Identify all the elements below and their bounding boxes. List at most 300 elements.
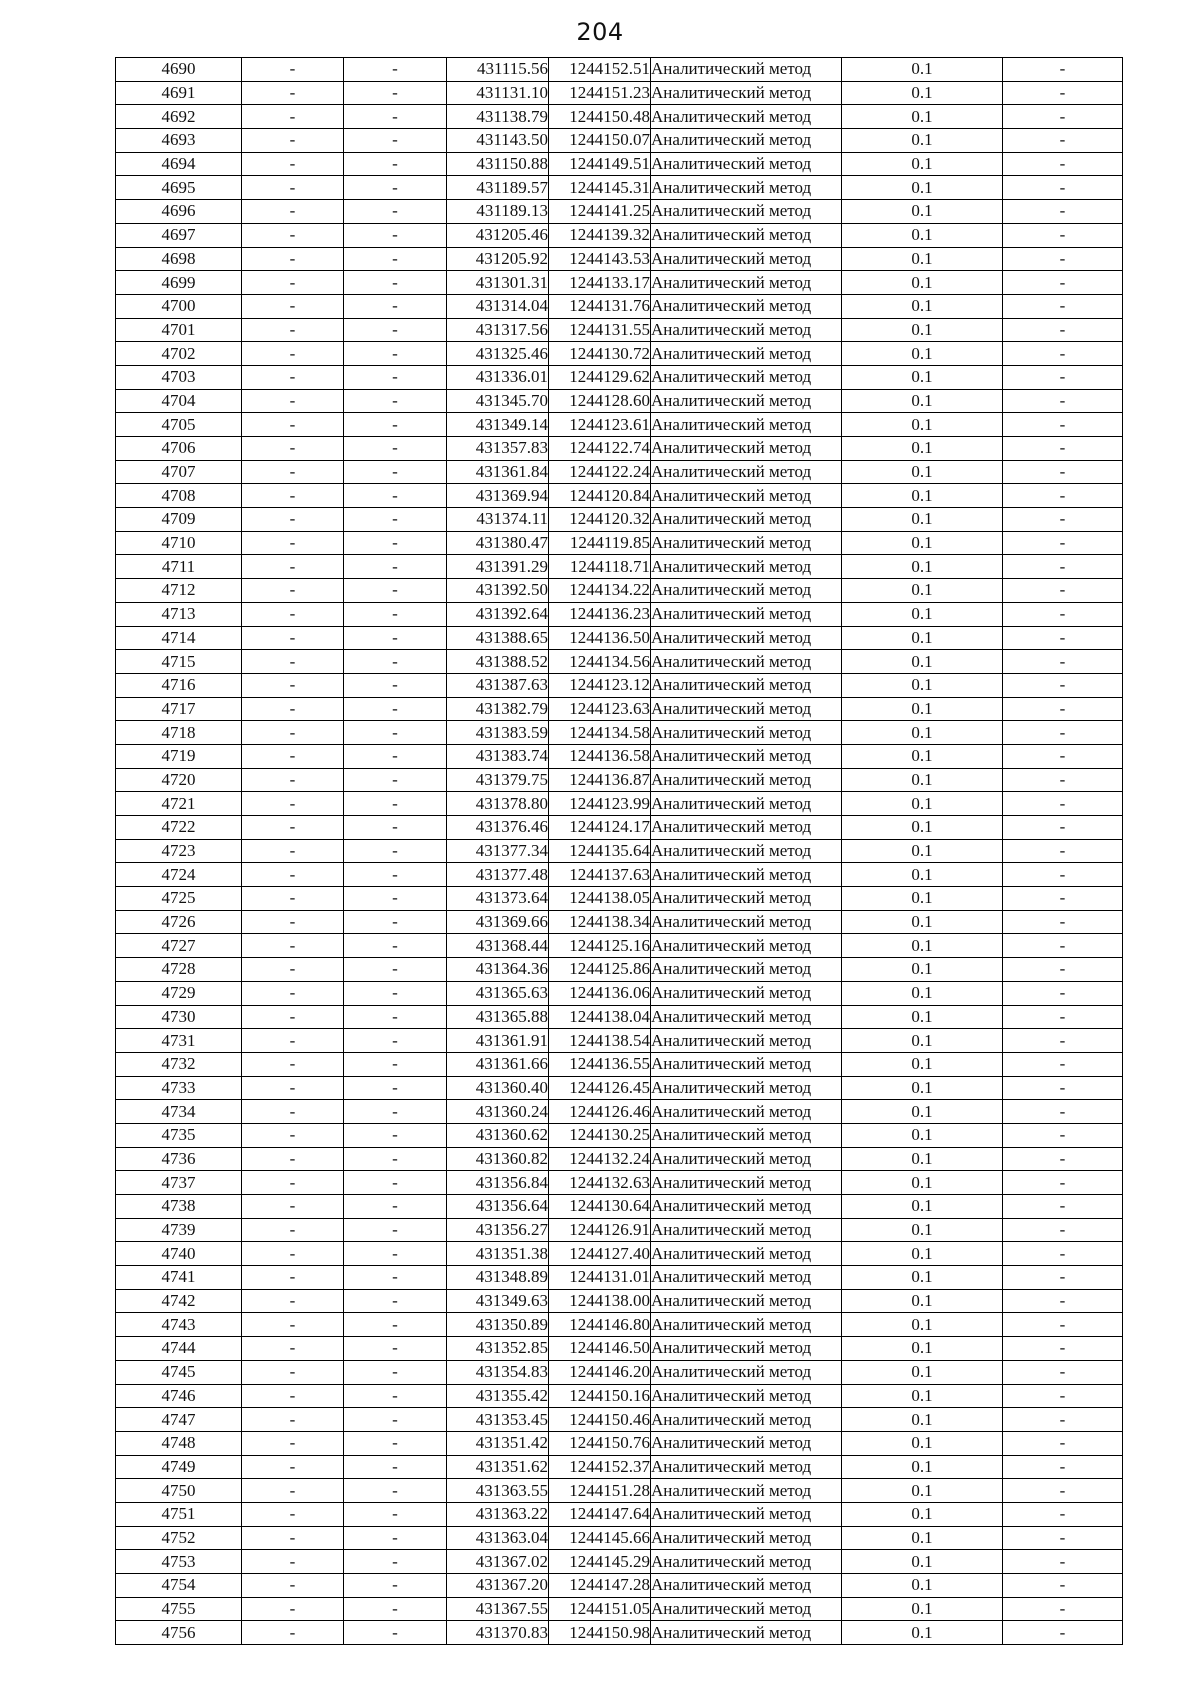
accuracy-cell: 0.1 xyxy=(842,294,1003,318)
accuracy-cell: 0.1 xyxy=(842,1337,1003,1361)
empty-y-cell: - xyxy=(344,1242,447,1266)
y-coordinate-cell: 1244119.85 xyxy=(549,531,651,555)
table-row xyxy=(116,555,1123,579)
empty-y-cell: - xyxy=(344,342,447,366)
point-number-cell: 4705 xyxy=(116,413,242,437)
table-row xyxy=(116,1289,1123,1313)
accuracy-cell: 0.1 xyxy=(842,934,1003,958)
y-coordinate-cell: 1244134.58 xyxy=(549,721,651,745)
accuracy-cell: 0.1 xyxy=(842,460,1003,484)
description-cell: - xyxy=(1003,342,1123,366)
y-coordinate-cell: 1244146.20 xyxy=(549,1360,651,1384)
point-number-cell: 4728 xyxy=(116,958,242,982)
table-row xyxy=(116,152,1123,176)
table-row xyxy=(116,413,1123,437)
accuracy-cell: 0.1 xyxy=(842,555,1003,579)
x-coordinate-cell: 431360.40 xyxy=(447,1076,549,1100)
method-cell: Аналитический метод xyxy=(651,887,842,911)
y-coordinate-cell: 1244126.91 xyxy=(549,1218,651,1242)
y-coordinate-cell: 1244130.64 xyxy=(549,1195,651,1219)
table-row xyxy=(116,816,1123,840)
point-number-cell: 4711 xyxy=(116,555,242,579)
description-cell: - xyxy=(1003,1313,1123,1337)
description-cell: - xyxy=(1003,223,1123,247)
method-cell: Аналитический метод xyxy=(651,81,842,105)
empty-y-cell: - xyxy=(344,223,447,247)
empty-x-cell: - xyxy=(242,1147,344,1171)
accuracy-cell: 0.1 xyxy=(842,1502,1003,1526)
point-number-cell: 4729 xyxy=(116,981,242,1005)
method-cell: Аналитический метод xyxy=(651,223,842,247)
x-coordinate-cell: 431336.01 xyxy=(447,365,549,389)
table-row xyxy=(116,1100,1123,1124)
point-number-cell: 4745 xyxy=(116,1360,242,1384)
description-cell: - xyxy=(1003,673,1123,697)
point-number-cell: 4720 xyxy=(116,768,242,792)
method-cell: Аналитический метод xyxy=(651,1526,842,1550)
empty-y-cell: - xyxy=(344,721,447,745)
x-coordinate-cell: 431361.91 xyxy=(447,1029,549,1053)
empty-y-cell: - xyxy=(344,673,447,697)
table-row xyxy=(116,531,1123,555)
table-row xyxy=(116,1147,1123,1171)
y-coordinate-cell: 1244126.45 xyxy=(549,1076,651,1100)
y-coordinate-cell: 1244134.56 xyxy=(549,650,651,674)
description-cell: - xyxy=(1003,910,1123,934)
y-coordinate-cell: 1244147.28 xyxy=(549,1574,651,1598)
accuracy-cell: 0.1 xyxy=(842,58,1003,82)
method-cell: Аналитический метод xyxy=(651,1266,842,1290)
method-cell: Аналитический метод xyxy=(651,1052,842,1076)
description-cell: - xyxy=(1003,1597,1123,1621)
method-cell: Аналитический метод xyxy=(651,508,842,532)
description-cell: - xyxy=(1003,1360,1123,1384)
empty-y-cell: - xyxy=(344,1431,447,1455)
coordinates-table xyxy=(115,57,1123,1645)
point-number-cell: 4712 xyxy=(116,579,242,603)
method-cell: Аналитический метод xyxy=(651,981,842,1005)
y-coordinate-cell: 1244151.28 xyxy=(549,1479,651,1503)
y-coordinate-cell: 1244136.50 xyxy=(549,626,651,650)
description-cell: - xyxy=(1003,531,1123,555)
table-row xyxy=(116,958,1123,982)
accuracy-cell: 0.1 xyxy=(842,839,1003,863)
description-cell: - xyxy=(1003,58,1123,82)
accuracy-cell: 0.1 xyxy=(842,910,1003,934)
method-cell: Аналитический метод xyxy=(651,531,842,555)
table-row xyxy=(116,1266,1123,1290)
table-row xyxy=(116,223,1123,247)
description-cell: - xyxy=(1003,863,1123,887)
accuracy-cell: 0.1 xyxy=(842,1076,1003,1100)
table-row xyxy=(116,294,1123,318)
table-row xyxy=(116,1431,1123,1455)
description-cell: - xyxy=(1003,1574,1123,1598)
description-cell: - xyxy=(1003,105,1123,129)
y-coordinate-cell: 1244138.34 xyxy=(549,910,651,934)
accuracy-cell: 0.1 xyxy=(842,650,1003,674)
point-number-cell: 4716 xyxy=(116,673,242,697)
accuracy-cell: 0.1 xyxy=(842,413,1003,437)
method-cell: Аналитический метод xyxy=(651,129,842,153)
empty-x-cell: - xyxy=(242,58,344,82)
y-coordinate-cell: 1244150.46 xyxy=(549,1408,651,1432)
x-coordinate-cell: 431349.63 xyxy=(447,1289,549,1313)
method-cell: Аналитический метод xyxy=(651,555,842,579)
accuracy-cell: 0.1 xyxy=(842,1384,1003,1408)
empty-y-cell: - xyxy=(344,176,447,200)
empty-y-cell: - xyxy=(344,1123,447,1147)
point-number-cell: 4749 xyxy=(116,1455,242,1479)
x-coordinate-cell: 431317.56 xyxy=(447,318,549,342)
x-coordinate-cell: 431364.36 xyxy=(447,958,549,982)
point-number-cell: 4748 xyxy=(116,1431,242,1455)
point-number-cell: 4708 xyxy=(116,484,242,508)
x-coordinate-cell: 431374.11 xyxy=(447,508,549,532)
description-cell: - xyxy=(1003,1123,1123,1147)
method-cell: Аналитический метод xyxy=(651,1337,842,1361)
description-cell: - xyxy=(1003,1171,1123,1195)
x-coordinate-cell: 431379.75 xyxy=(447,768,549,792)
accuracy-cell: 0.1 xyxy=(842,1597,1003,1621)
empty-x-cell: - xyxy=(242,934,344,958)
empty-x-cell: - xyxy=(242,673,344,697)
empty-y-cell: - xyxy=(344,839,447,863)
description-cell: - xyxy=(1003,1621,1123,1645)
empty-y-cell: - xyxy=(344,1479,447,1503)
empty-x-cell: - xyxy=(242,1313,344,1337)
accuracy-cell: 0.1 xyxy=(842,1147,1003,1171)
empty-x-cell: - xyxy=(242,1621,344,1645)
empty-x-cell: - xyxy=(242,531,344,555)
y-coordinate-cell: 1244132.63 xyxy=(549,1171,651,1195)
point-number-cell: 4692 xyxy=(116,105,242,129)
table-row xyxy=(116,626,1123,650)
empty-x-cell: - xyxy=(242,981,344,1005)
empty-x-cell: - xyxy=(242,887,344,911)
y-coordinate-cell: 1244137.63 xyxy=(549,863,651,887)
x-coordinate-cell: 431388.52 xyxy=(447,650,549,674)
description-cell: - xyxy=(1003,626,1123,650)
empty-x-cell: - xyxy=(242,1455,344,1479)
table-row xyxy=(116,1171,1123,1195)
point-number-cell: 4743 xyxy=(116,1313,242,1337)
y-coordinate-cell: 1244136.06 xyxy=(549,981,651,1005)
method-cell: Аналитический метод xyxy=(651,1574,842,1598)
y-coordinate-cell: 1244150.48 xyxy=(549,105,651,129)
accuracy-cell: 0.1 xyxy=(842,1218,1003,1242)
y-coordinate-cell: 1244136.55 xyxy=(549,1052,651,1076)
y-coordinate-cell: 1244141.25 xyxy=(549,200,651,224)
description-cell: - xyxy=(1003,129,1123,153)
empty-y-cell: - xyxy=(344,1052,447,1076)
accuracy-cell: 0.1 xyxy=(842,981,1003,1005)
empty-x-cell: - xyxy=(242,721,344,745)
method-cell: Аналитический метод xyxy=(651,58,842,82)
accuracy-cell: 0.1 xyxy=(842,1029,1003,1053)
empty-x-cell: - xyxy=(242,1052,344,1076)
empty-y-cell: - xyxy=(344,650,447,674)
y-coordinate-cell: 1244132.24 xyxy=(549,1147,651,1171)
empty-x-cell: - xyxy=(242,910,344,934)
y-coordinate-cell: 1244126.46 xyxy=(549,1100,651,1124)
empty-x-cell: - xyxy=(242,1076,344,1100)
description-cell: - xyxy=(1003,1408,1123,1432)
empty-x-cell: - xyxy=(242,1218,344,1242)
description-cell: - xyxy=(1003,721,1123,745)
empty-y-cell: - xyxy=(344,1502,447,1526)
table-row xyxy=(116,105,1123,129)
description-cell: - xyxy=(1003,555,1123,579)
method-cell: Аналитический метод xyxy=(651,626,842,650)
point-number-cell: 4690 xyxy=(116,58,242,82)
empty-x-cell: - xyxy=(242,768,344,792)
table-row xyxy=(116,1597,1123,1621)
point-number-cell: 4724 xyxy=(116,863,242,887)
y-coordinate-cell: 1244152.37 xyxy=(549,1455,651,1479)
empty-y-cell: - xyxy=(344,318,447,342)
empty-x-cell: - xyxy=(242,1123,344,1147)
empty-y-cell: - xyxy=(344,200,447,224)
point-number-cell: 4756 xyxy=(116,1621,242,1645)
description-cell: - xyxy=(1003,81,1123,105)
point-number-cell: 4730 xyxy=(116,1005,242,1029)
description-cell: - xyxy=(1003,579,1123,603)
table-row xyxy=(116,721,1123,745)
point-number-cell: 4700 xyxy=(116,294,242,318)
method-cell: Аналитический метод xyxy=(651,1479,842,1503)
point-number-cell: 4703 xyxy=(116,365,242,389)
x-coordinate-cell: 431367.55 xyxy=(447,1597,549,1621)
y-coordinate-cell: 1244138.54 xyxy=(549,1029,651,1053)
description-cell: - xyxy=(1003,887,1123,911)
accuracy-cell: 0.1 xyxy=(842,673,1003,697)
table-row xyxy=(116,863,1123,887)
point-number-cell: 4713 xyxy=(116,602,242,626)
point-number-cell: 4732 xyxy=(116,1052,242,1076)
method-cell: Аналитический метод xyxy=(651,1289,842,1313)
accuracy-cell: 0.1 xyxy=(842,1408,1003,1432)
empty-x-cell: - xyxy=(242,650,344,674)
point-number-cell: 4715 xyxy=(116,650,242,674)
table-row xyxy=(116,1218,1123,1242)
description-cell: - xyxy=(1003,1526,1123,1550)
method-cell: Аналитический метод xyxy=(651,839,842,863)
y-coordinate-cell: 1244138.00 xyxy=(549,1289,651,1313)
empty-y-cell: - xyxy=(344,697,447,721)
x-coordinate-cell: 431380.47 xyxy=(447,531,549,555)
description-cell: - xyxy=(1003,981,1123,1005)
point-number-cell: 4697 xyxy=(116,223,242,247)
point-number-cell: 4736 xyxy=(116,1147,242,1171)
empty-y-cell: - xyxy=(344,1218,447,1242)
accuracy-cell: 0.1 xyxy=(842,271,1003,295)
empty-y-cell: - xyxy=(344,437,447,461)
description-cell: - xyxy=(1003,1502,1123,1526)
table-row xyxy=(116,887,1123,911)
table-row xyxy=(116,839,1123,863)
description-cell: - xyxy=(1003,271,1123,295)
empty-x-cell: - xyxy=(242,1029,344,1053)
description-cell: - xyxy=(1003,1479,1123,1503)
method-cell: Аналитический метод xyxy=(651,1431,842,1455)
x-coordinate-cell: 431353.45 xyxy=(447,1408,549,1432)
x-coordinate-cell: 431351.38 xyxy=(447,1242,549,1266)
method-cell: Аналитический метод xyxy=(651,105,842,129)
x-coordinate-cell: 431388.65 xyxy=(447,626,549,650)
accuracy-cell: 0.1 xyxy=(842,484,1003,508)
accuracy-cell: 0.1 xyxy=(842,318,1003,342)
description-cell: - xyxy=(1003,1218,1123,1242)
description-cell: - xyxy=(1003,744,1123,768)
x-coordinate-cell: 431131.10 xyxy=(447,81,549,105)
empty-y-cell: - xyxy=(344,744,447,768)
x-coordinate-cell: 431392.64 xyxy=(447,602,549,626)
empty-y-cell: - xyxy=(344,1076,447,1100)
y-coordinate-cell: 1244125.16 xyxy=(549,934,651,958)
description-cell: - xyxy=(1003,389,1123,413)
table-row xyxy=(116,1550,1123,1574)
point-number-cell: 4742 xyxy=(116,1289,242,1313)
description-cell: - xyxy=(1003,1384,1123,1408)
empty-y-cell: - xyxy=(344,58,447,82)
empty-x-cell: - xyxy=(242,460,344,484)
empty-y-cell: - xyxy=(344,1195,447,1219)
point-number-cell: 4740 xyxy=(116,1242,242,1266)
description-cell: - xyxy=(1003,460,1123,484)
method-cell: Аналитический метод xyxy=(651,1621,842,1645)
description-cell: - xyxy=(1003,1266,1123,1290)
x-coordinate-cell: 431357.83 xyxy=(447,437,549,461)
x-coordinate-cell: 431354.83 xyxy=(447,1360,549,1384)
empty-y-cell: - xyxy=(344,1360,447,1384)
description-cell: - xyxy=(1003,1147,1123,1171)
method-cell: Аналитический метод xyxy=(651,1550,842,1574)
empty-x-cell: - xyxy=(242,958,344,982)
method-cell: Аналитический метод xyxy=(651,934,842,958)
point-number-cell: 4707 xyxy=(116,460,242,484)
x-coordinate-cell: 431363.22 xyxy=(447,1502,549,1526)
empty-y-cell: - xyxy=(344,1337,447,1361)
y-coordinate-cell: 1244122.74 xyxy=(549,437,651,461)
table-row xyxy=(116,460,1123,484)
empty-y-cell: - xyxy=(344,1266,447,1290)
table-row xyxy=(116,579,1123,603)
x-coordinate-cell: 431356.84 xyxy=(447,1171,549,1195)
empty-y-cell: - xyxy=(344,1621,447,1645)
y-coordinate-cell: 1244149.51 xyxy=(549,152,651,176)
accuracy-cell: 0.1 xyxy=(842,1431,1003,1455)
point-number-cell: 4721 xyxy=(116,792,242,816)
point-number-cell: 4731 xyxy=(116,1029,242,1053)
table-row xyxy=(116,1029,1123,1053)
empty-x-cell: - xyxy=(242,318,344,342)
empty-x-cell: - xyxy=(242,413,344,437)
empty-x-cell: - xyxy=(242,579,344,603)
x-coordinate-cell: 431115.56 xyxy=(447,58,549,82)
point-number-cell: 4723 xyxy=(116,839,242,863)
y-coordinate-cell: 1244123.61 xyxy=(549,413,651,437)
x-coordinate-cell: 431348.89 xyxy=(447,1266,549,1290)
empty-y-cell: - xyxy=(344,1408,447,1432)
point-number-cell: 4694 xyxy=(116,152,242,176)
empty-x-cell: - xyxy=(242,816,344,840)
description-cell: - xyxy=(1003,697,1123,721)
point-number-cell: 4746 xyxy=(116,1384,242,1408)
table-row xyxy=(116,1123,1123,1147)
table-row xyxy=(116,389,1123,413)
empty-x-cell: - xyxy=(242,81,344,105)
point-number-cell: 4727 xyxy=(116,934,242,958)
accuracy-cell: 0.1 xyxy=(842,602,1003,626)
empty-y-cell: - xyxy=(344,958,447,982)
empty-y-cell: - xyxy=(344,1597,447,1621)
empty-x-cell: - xyxy=(242,697,344,721)
x-coordinate-cell: 431377.34 xyxy=(447,839,549,863)
x-coordinate-cell: 431351.42 xyxy=(447,1431,549,1455)
empty-x-cell: - xyxy=(242,1266,344,1290)
accuracy-cell: 0.1 xyxy=(842,437,1003,461)
method-cell: Аналитический метод xyxy=(651,1123,842,1147)
empty-x-cell: - xyxy=(242,1526,344,1550)
x-coordinate-cell: 431360.24 xyxy=(447,1100,549,1124)
point-number-cell: 4737 xyxy=(116,1171,242,1195)
point-number-cell: 4733 xyxy=(116,1076,242,1100)
empty-x-cell: - xyxy=(242,1289,344,1313)
empty-y-cell: - xyxy=(344,365,447,389)
y-coordinate-cell: 1244120.84 xyxy=(549,484,651,508)
empty-y-cell: - xyxy=(344,1384,447,1408)
empty-x-cell: - xyxy=(242,223,344,247)
accuracy-cell: 0.1 xyxy=(842,1360,1003,1384)
table-row xyxy=(116,1408,1123,1432)
empty-y-cell: - xyxy=(344,910,447,934)
point-number-cell: 4741 xyxy=(116,1266,242,1290)
accuracy-cell: 0.1 xyxy=(842,105,1003,129)
description-cell: - xyxy=(1003,1455,1123,1479)
accuracy-cell: 0.1 xyxy=(842,626,1003,650)
x-coordinate-cell: 431368.44 xyxy=(447,934,549,958)
method-cell: Аналитический метод xyxy=(651,1076,842,1100)
empty-x-cell: - xyxy=(242,744,344,768)
accuracy-cell: 0.1 xyxy=(842,1550,1003,1574)
table-row xyxy=(116,602,1123,626)
y-coordinate-cell: 1244123.12 xyxy=(549,673,651,697)
method-cell: Аналитический метод xyxy=(651,1597,842,1621)
empty-y-cell: - xyxy=(344,1289,447,1313)
table-row xyxy=(116,1574,1123,1598)
method-cell: Аналитический метод xyxy=(651,792,842,816)
y-coordinate-cell: 1244146.50 xyxy=(549,1337,651,1361)
description-cell: - xyxy=(1003,200,1123,224)
description-cell: - xyxy=(1003,958,1123,982)
description-cell: - xyxy=(1003,1076,1123,1100)
x-coordinate-cell: 431350.89 xyxy=(447,1313,549,1337)
table-row xyxy=(116,484,1123,508)
empty-y-cell: - xyxy=(344,863,447,887)
point-number-cell: 4725 xyxy=(116,887,242,911)
empty-y-cell: - xyxy=(344,413,447,437)
description-cell: - xyxy=(1003,1550,1123,1574)
y-coordinate-cell: 1244129.62 xyxy=(549,365,651,389)
method-cell: Аналитический метод xyxy=(651,1171,842,1195)
method-cell: Аналитический метод xyxy=(651,389,842,413)
empty-y-cell: - xyxy=(344,1147,447,1171)
table-row xyxy=(116,981,1123,1005)
table-row xyxy=(116,792,1123,816)
empty-x-cell: - xyxy=(242,200,344,224)
x-coordinate-cell: 431143.50 xyxy=(447,129,549,153)
